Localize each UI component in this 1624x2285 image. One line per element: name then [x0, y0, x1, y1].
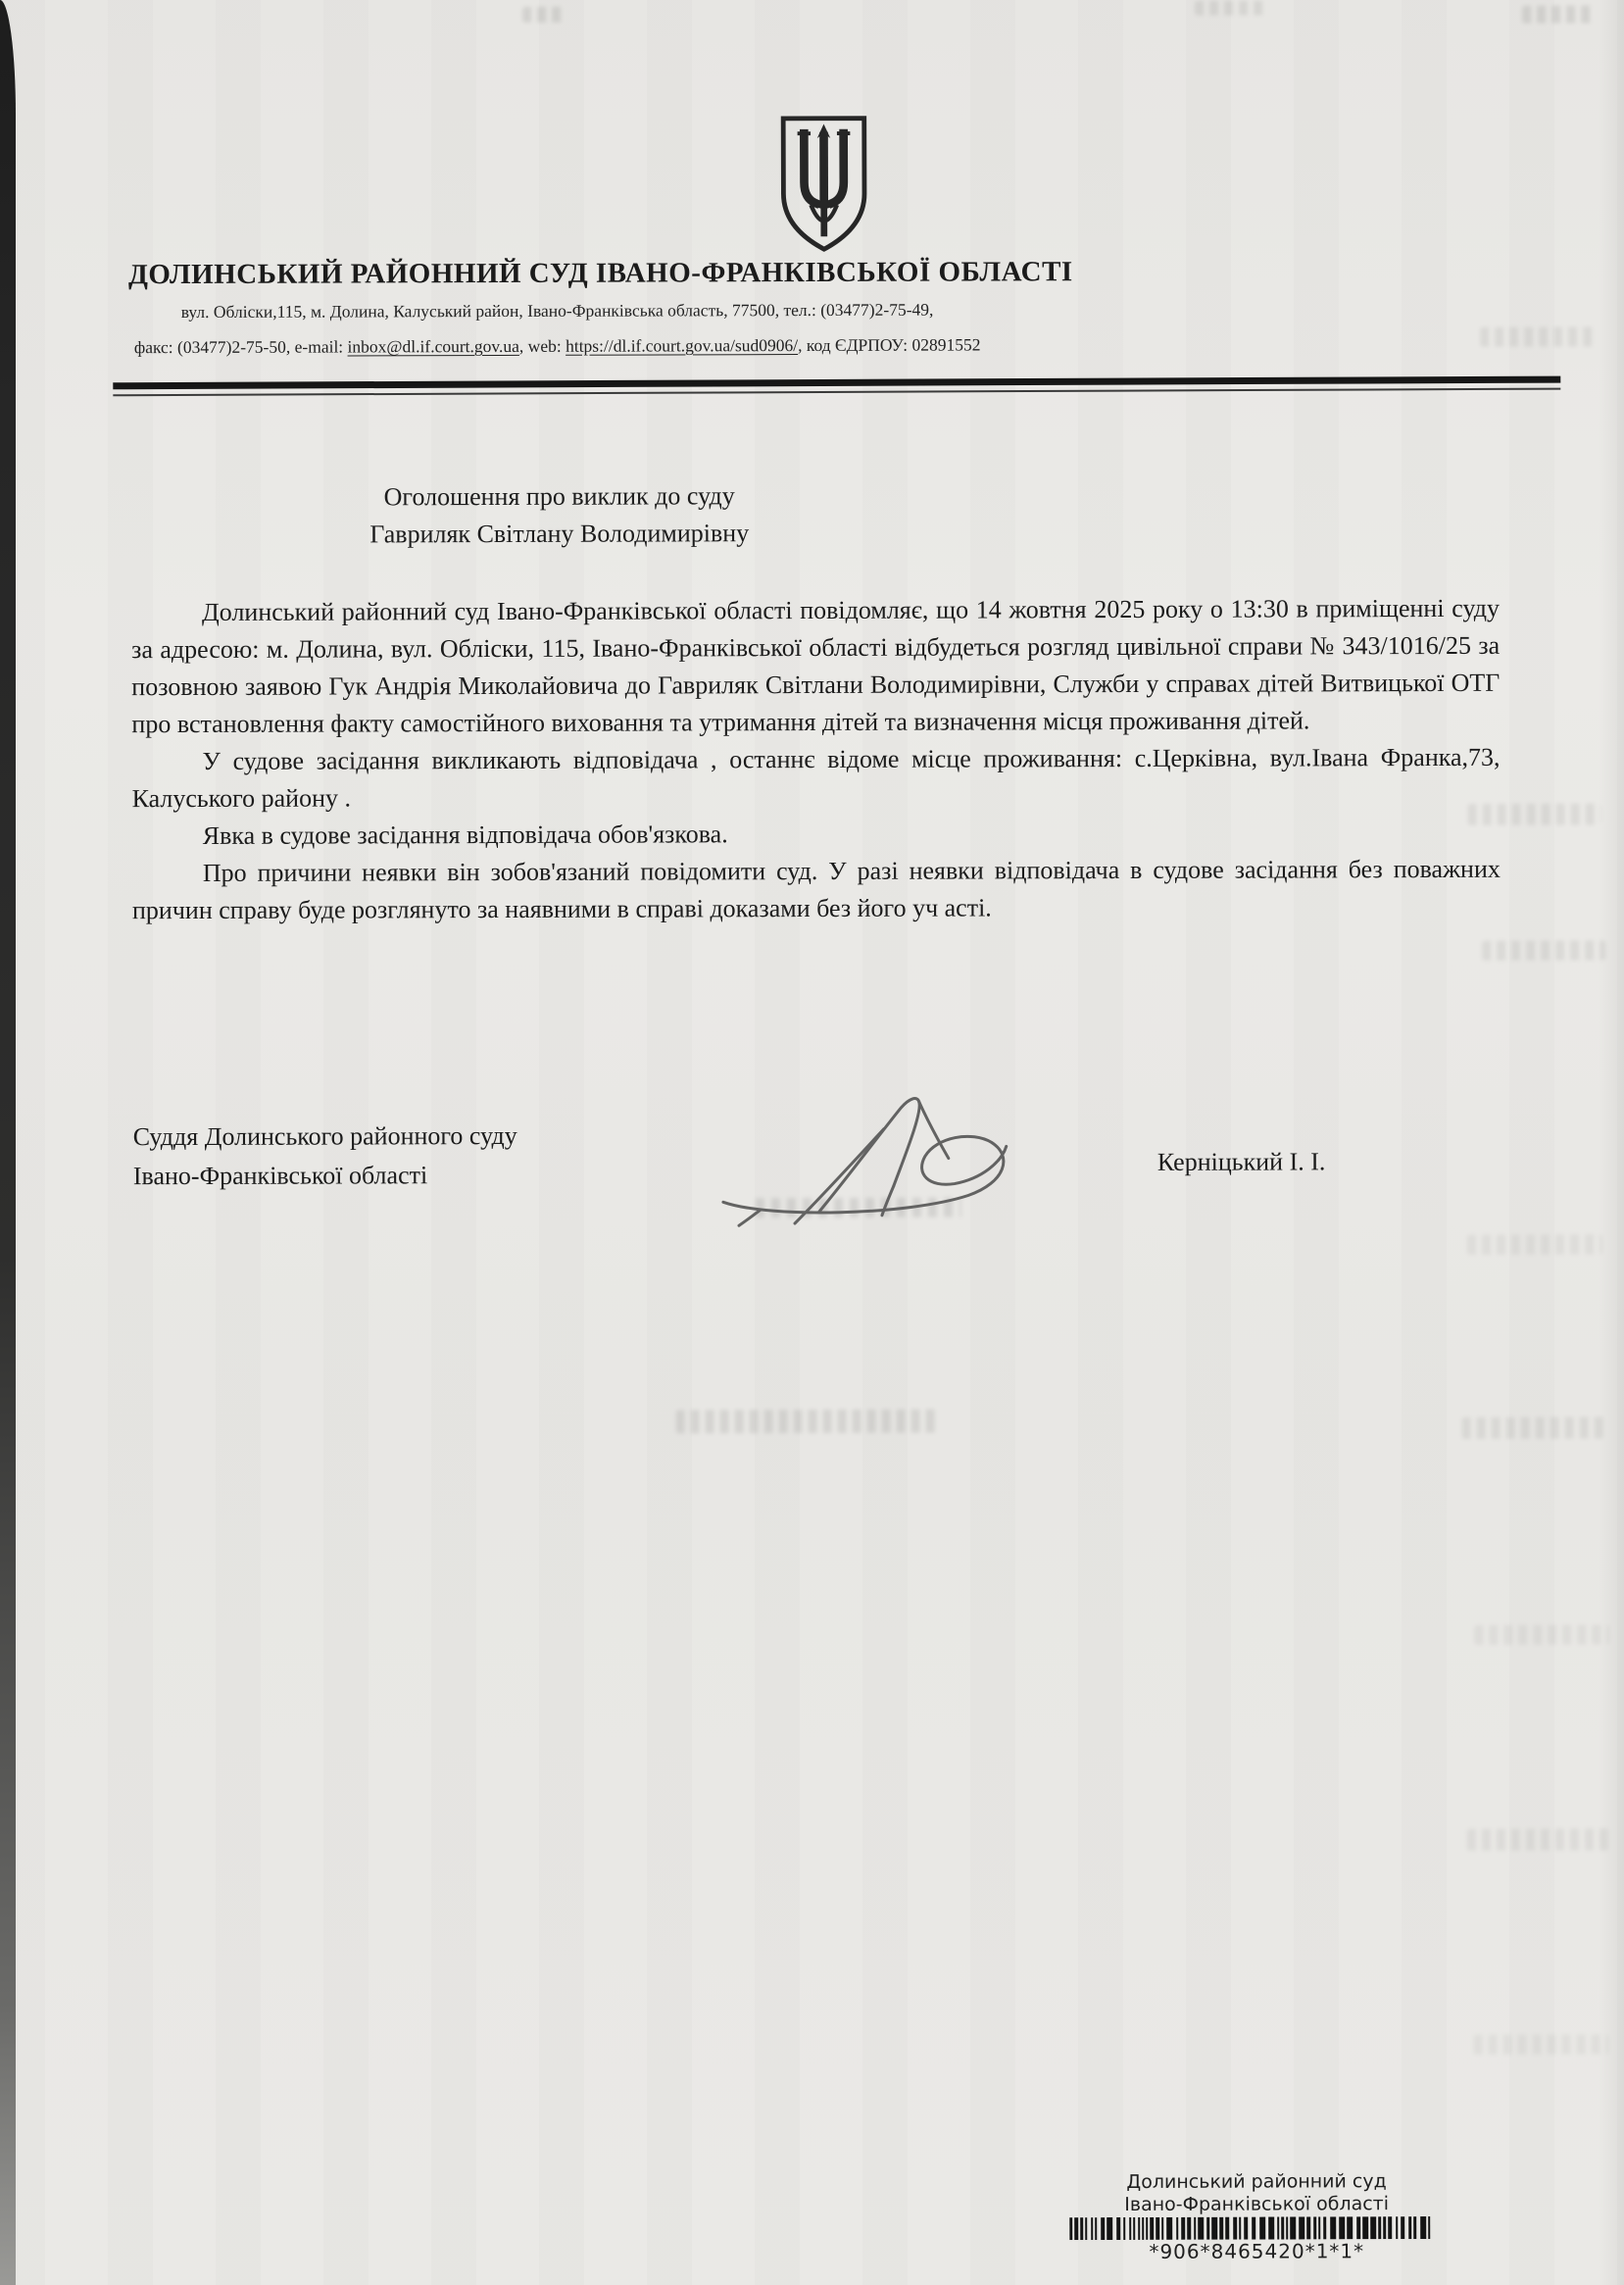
scan-smudge: [676, 1410, 939, 1434]
scan-smudge: [1474, 2034, 1609, 2054]
scan-smudge: [1195, 1, 1263, 16]
scanner-edge-shadow-right: [1599, 0, 1624, 2285]
scan-smudge: [1474, 1624, 1609, 1644]
scan-smudge: [1467, 1234, 1602, 1254]
scanner-edge-shadow-left: [0, 0, 16, 2285]
judge-name: Керніцький І. І.: [1156, 1147, 1326, 1176]
registration-stamp: [1011, 2170, 1501, 2264]
scan-smudge: [1462, 1416, 1607, 1438]
body-paragraph: У судове засідання викликають відповідача , останнє відоме місце проживання: с.Церківна, вул.Івана Франка,73, Калуського району .: [131, 742, 1501, 814]
scan-smudge: [1468, 803, 1601, 824]
stamp-court-line2: Івано-Франківської області: [1124, 2193, 1390, 2216]
judge-signature-autograph: [702, 1085, 1026, 1243]
body-paragraph: Явка в судове засідання відповідача обов'язкова.: [202, 820, 728, 850]
signature-ghost-stamp: [756, 1198, 961, 1218]
email-text: inbox@dl.if.court.gov.ua: [347, 335, 519, 357]
scan-smudge: [1482, 940, 1605, 960]
scan-smudge: [522, 7, 566, 23]
document-title-line1: Оголошення про виклик до суду: [383, 481, 735, 512]
signature-role-line2: Івано-Франківської області: [132, 1161, 428, 1191]
scan-smudge: [1522, 5, 1593, 23]
document-title-line2: Гавриляк Світлану Володимирівну: [369, 519, 750, 549]
contacts-mid: , web:: [518, 335, 566, 356]
ukraine-trident-icon: [776, 110, 870, 259]
court-contacts-line: [114, 334, 1001, 358]
barcode: [1069, 2216, 1444, 2240]
body-paragraph: Долинський районний суд Івано-Франківської області повідомляє, що 14 жовтня 2025 року о 13:30 в приміщенні суду за адресою: м. Долина, вул. Обліски, 115, Івано-Франківської області відбудеться розгляд цивільної справи № 343/1016/25 за позовною заявою Гук Андрія Миколайовича до Гавриляк Світлани Володимирівни, Служби у справах дітей Витвицької ОТГ про встановлення факту самостійного виховання та утримання дітей та визначення місця проживання дітей.: [131, 593, 1501, 739]
court-address-line: вул. Обліски,115, м. Долина, Калуський район, Івано-Франківська область, 77500, тел.: (03477)2-75-49,: [180, 299, 934, 323]
header-rule-thin: [113, 388, 1560, 397]
signature-role: [133, 1116, 682, 1196]
court-name-heading: ДОЛИНСЬКИЙ РАЙОННИЙ СУД ІВАНО-ФРАНКІВСЬКОЇ ОБЛАСТІ: [127, 256, 1073, 291]
contacts-prefix: факс: (03477)2-75-50, e-mail:: [133, 336, 348, 358]
body-paragraph: Про причини неявки він зобов'язаний повідомити суд. У разі неявки відповідача в судове засідання без поважних причин справу буде розглянуто за наявними в справі доказами без його уч асті.: [131, 854, 1501, 925]
barcode-text: *906*8465420*1*1*: [1149, 2239, 1365, 2263]
document-body: [131, 590, 1501, 929]
contacts-suffix: , код ЄДРПОУ: 02891552: [798, 334, 981, 356]
document-title: [129, 476, 990, 554]
scan-smudge: [1480, 326, 1596, 346]
signature-role-line1: Суддя Долинського районного суду: [132, 1120, 517, 1152]
web-url-text: https://dl.if.court.gov.ua/sud0906/: [566, 335, 799, 356]
header-rule-thick: [113, 376, 1560, 390]
scan-smudge: [1467, 1828, 1612, 1850]
stamp-court-line1: Долинський районний суд: [1126, 2170, 1387, 2193]
